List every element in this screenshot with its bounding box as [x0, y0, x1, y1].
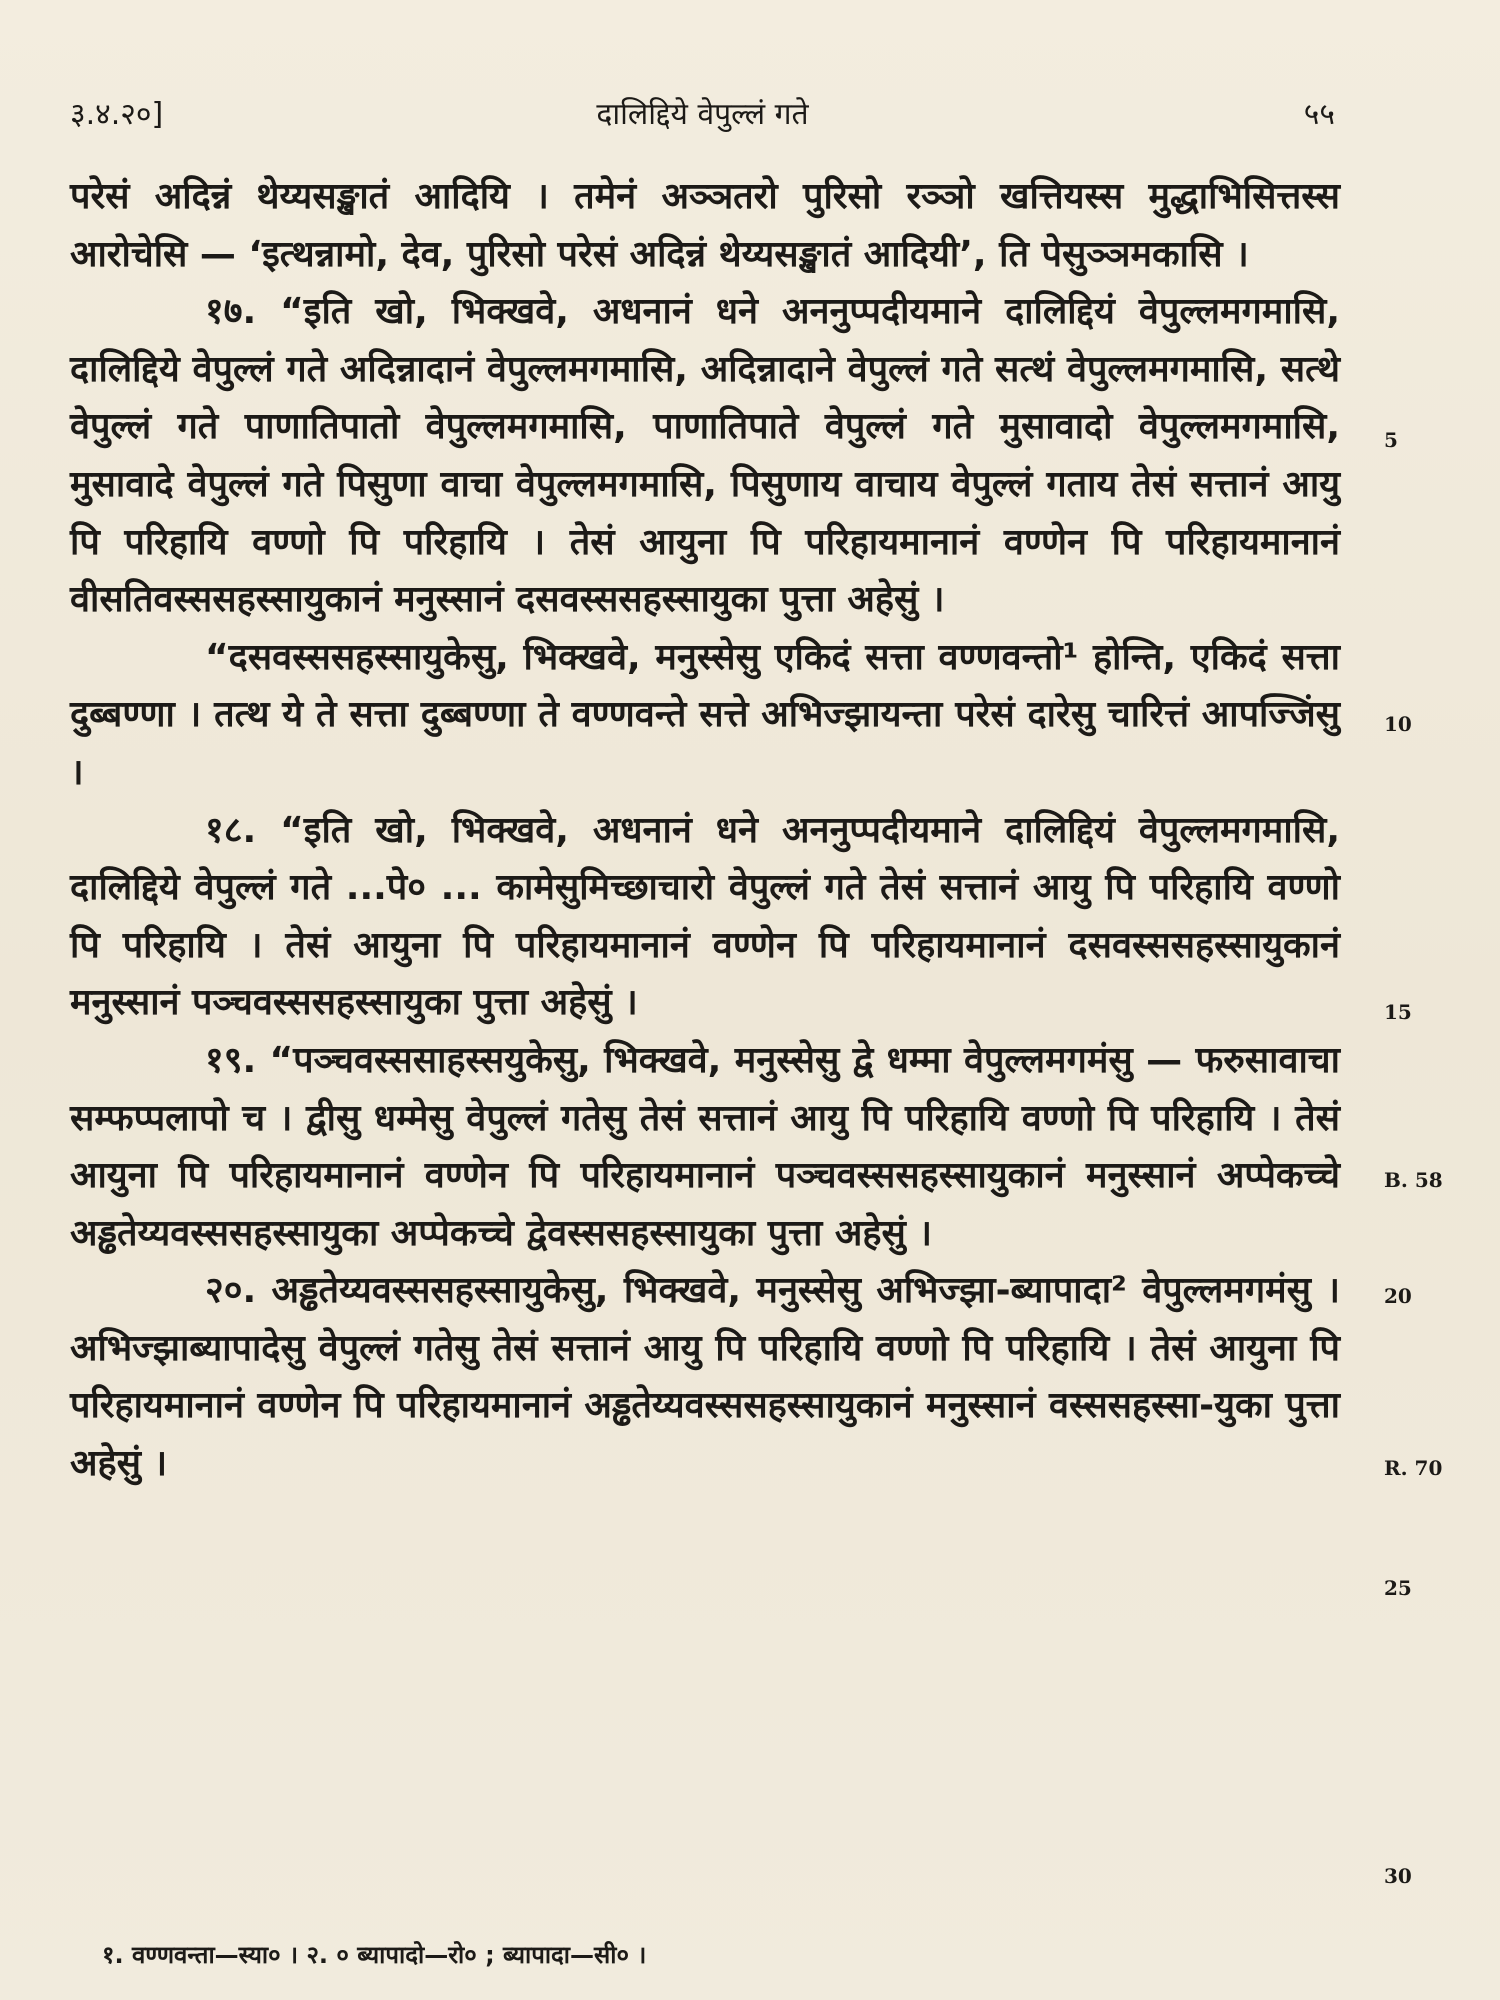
paragraph-17-cont: “दसवस्ससहस्सायुकेसु, भिक्खवे, मनुस्सेसु एकिदं सत्ता वण्णवन्तो¹ होन्ति, एकिदं सत्ता दुब्बण्णा । तत्थ ये ते सत्ता दुब्बण्णा ते वण्णवन्ते सत्ते अभिज्झायन्ता परेसं दारेसु चारित्तं आपज्जिंसु । [70, 636, 1340, 793]
line-number-15: 15 [1384, 1000, 1412, 1024]
line-number-5: 5 [1384, 428, 1398, 452]
page-ref-b58: B. 58 [1384, 1168, 1443, 1192]
running-title: दालिद्दिये वेपुल्लं गते [596, 97, 809, 132]
line-number-25: 25 [1384, 1576, 1412, 1600]
running-head [70, 92, 1335, 132]
line-number-10: 10 [1384, 712, 1412, 736]
paragraph-17: १७. “इति खो, भिक्खवे, अधनानं धने अननुप्पदीयमाने दालिद्दियं वेपुल्लमगमासि, दालिद्दिये वेपुल्लं गते अदिन्नादानं वेपुल्लमगमासि, अदिन्नादाने वेपुल्लं गते सत्थं वेपुल्लमगमासि, सत्थे वेपुल्लं गते पाणातिपातो वेपुल्लमगमासि, पाणातिपाते वेपुल्लं गते मुसावादो वेपुल्लमगमासि, मुसावादे वेपुल्लं गते पिसुणा वाचा वेपुल्लमगमासि, पिसुणाय वाचाय वेपुल्लं गताय तेसं सत्तानं आयु पि परिहायि वण्णो पि परिहायि । तेसं आयुना पि परिहायमानानं वण्णेन पि परिहायमानानं वीसतिवस्ससहस्सायुकानं मनुस्सानं दसवस्ससहस्सायुका पुत्ता अहेसुं । [70, 291, 1340, 621]
paragraph-19: १९. “पञ्चवस्ससाहस्सयुकेसु, भिक्खवे, मनुस्सेसु द्वे धम्मा वेपुल्लमगमंसु — फरुसावाचा सम्फप्पलापो च । द्वीसु धम्मेसु वेपुल्लं गतेसु तेसं सत्तानं आयु पि परिहायि वण्णो पि परिहायि । तेसं आयुना पि परिहायमानानं वण्णेन पि परिहायमानानं पञ्चवस्ससहस्सायुकानं मनुस्सानं अप्पेकच्चे अड्ढतेय्यवस्ससहस्सायुका अप्पेकच्चे द्वेवस्ससहस्सायुका पुत्ता अहेसुं । [70, 1039, 1340, 1254]
line-number-20: 20 [1384, 1284, 1412, 1308]
paragraph-18: १८. “इति खो, भिक्खवे, अधनानं धने अननुप्पदीयमाने दालिद्दियं वेपुल्लमगमासि, दालिद्दिये वेपुल्लं गते ...पे० ... कामेसुमिच्छाचारो वेपुल्लं गते तेसं सत्तानं आयु पि परिहायि वण्णो पि परिहायि । तेसं आयुना पि परिहायमानानं वण्णेन पि परिहायमानानं दसवस्ससहस्सायुकानं मनुस्सानं पञ्चवस्ससहस्सायुका पुत्ता अहेसुं । [70, 809, 1340, 1024]
paragraph-continuation: परेसं अदिन्नं थेय्यसङ्खातं आदियि । तमेनं अञ्ञतरो पुरिसो रञ्ञो खत्तियस्स मुद्धाभिसित्तस्स आरोचेसि — ‘इत्थन्नामो, देव, पुरिसो परेसं अदिन्नं थेय्यसङ्खातं आदियी’, ति पेसुञ्ञमकासि । [70, 176, 1340, 275]
section-reference: ३.४.२०] [70, 97, 164, 132]
page-number: ५५ [1303, 97, 1335, 132]
page-ref-r70: R. 70 [1384, 1456, 1443, 1480]
line-number-30: 30 [1384, 1864, 1412, 1888]
footnote: १. वण्णवन्ता—स्या० । २. ० ब्यापादो—रो० ; ब्यापादा—सी० । [102, 1941, 647, 1969]
paragraph-20: २०. अड्ढतेय्यवस्ससहस्सायुकेसु, भिक्खवे, मनुस्सेसु अभिज्झा-ब्यापादा² वेपुल्लमगमंसु । अभिज्झाब्यापादेसु वेपुल्लं गतेसु तेसं सत्तानं आयु पि परिहायि वण्णो पि परिहायि । तेसं आयुना पि परिहायमानानं वण्णेन पि परिहायमानानं अड्ढतेय्यवस्ससहस्सायुकानं मनुस्सानं वस्ससहस्सा-युका पुत्ता अहेसुं । [70, 1270, 1340, 1485]
body-text [70, 168, 1340, 1493]
